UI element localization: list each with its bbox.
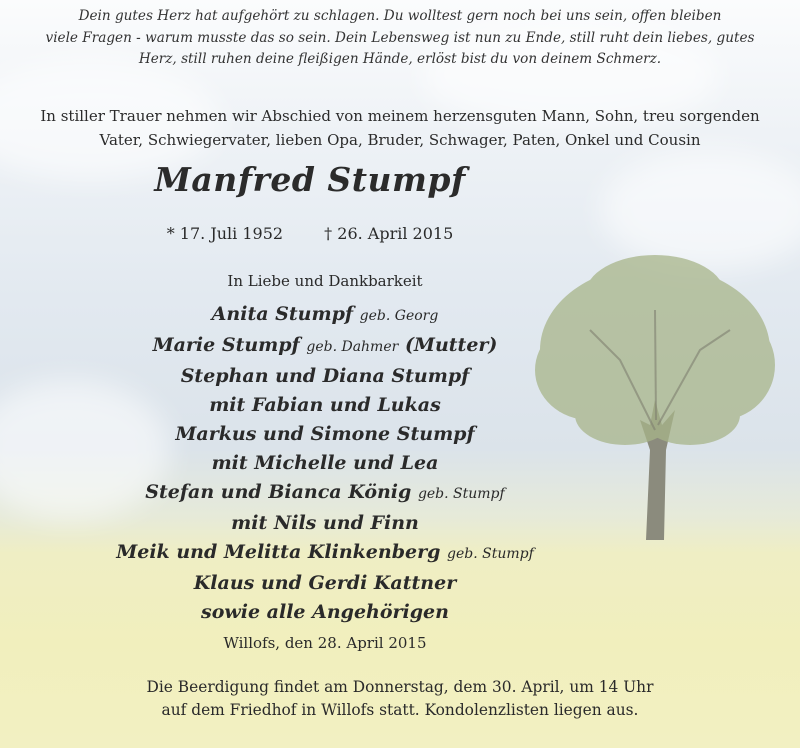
- mourner-note: geb. Georg: [359, 308, 439, 324]
- mourner-line: [0, 300, 650, 331]
- life-dates: [0, 224, 620, 243]
- poem: [0, 6, 800, 71]
- mourner-line: [0, 331, 650, 362]
- mourner-line: Markus und Simone Stumpf: [175, 423, 475, 445]
- mourner-name: Meik und Melitta Klinkenberg: [116, 541, 441, 563]
- poem-line: Herz, still ruhen deine fleißigen Hände, erlöst bist du von deinem Schmerz.: [138, 51, 662, 67]
- mourner-line: mit Fabian und Lukas: [209, 394, 441, 416]
- poem-line: Dein gutes Herz hat aufgehört zu schlagen. Du wolltest gern noch bei uns sein, offen bleiben: [78, 8, 722, 24]
- intro-line: Vater, Schwiegervater, lieben Opa, Bruder, Schwager, Paten, Onkel und Cousin: [99, 131, 701, 149]
- thanks-line: In Liebe und Dankbarkeit: [227, 272, 423, 290]
- death-date: † 26. April 2015: [324, 224, 454, 243]
- mourner-relation: (Mutter): [404, 334, 498, 356]
- mourner-note: geb. Stumpf: [447, 546, 534, 562]
- mourner-name: Stefan und Bianca König: [145, 481, 412, 503]
- intro-text: [0, 104, 800, 152]
- mourner-line: mit Michelle und Lea: [211, 452, 439, 474]
- mourner-line: [0, 538, 650, 569]
- mourner-line: Stephan und Diana Stumpf: [180, 365, 470, 387]
- mourner-line: Klaus und Gerdi Kattner: [193, 572, 457, 594]
- mourner-line: mit Nils und Finn: [231, 512, 419, 534]
- poem-line: viele Fragen - warum musste das so sein. Dein Lebensweg ist nun zu Ende, still ruht dein liebes, gutes: [45, 29, 755, 46]
- mourner-note: geb. Dahmer: [306, 339, 399, 355]
- funeral-notice: [0, 676, 800, 722]
- birth-date: * 17. Juli 1952: [166, 224, 284, 243]
- mourner-note: geb. Stumpf: [417, 486, 505, 502]
- funeral-line: Die Beerdigung findet am Donnerstag, dem 30. April, um 14 Uhr: [146, 678, 654, 696]
- funeral-line: auf dem Friedhof in Willofs statt. Kondolenzlisten liegen aus.: [161, 701, 639, 719]
- mourner-line: sowie alle Angehörigen: [201, 601, 449, 623]
- mourner-line: [0, 478, 650, 509]
- mourner-name: Anita Stumpf: [211, 303, 354, 325]
- deceased-name: Manfred Stumpf: [154, 160, 466, 199]
- place-date: Willofs, den 28. April 2015: [223, 634, 427, 652]
- intro-line: In stiller Trauer nehmen wir Abschied von meinem herzensguten Mann, Sohn, treu sorgenden: [40, 107, 760, 125]
- mourner-name: Marie Stumpf: [152, 334, 300, 356]
- mourners-list: [0, 300, 650, 627]
